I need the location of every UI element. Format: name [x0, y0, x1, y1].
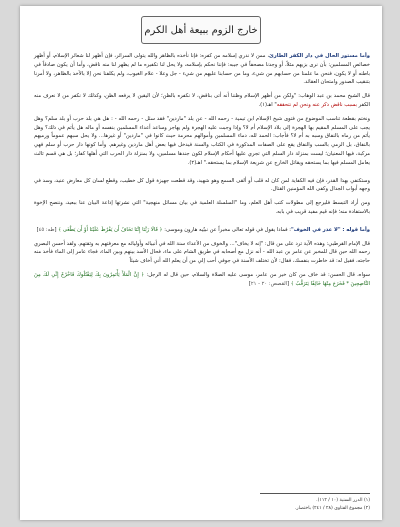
page-header	[20, 16, 382, 46]
footnote: (٢) مجموع الفتاوى (٢٨ / ٢٤١) باختصار.	[294, 505, 370, 511]
verse-reference: القصص: ٢٠ - ٢١	[250, 280, 288, 287]
verse-reference: طه: ٤٥	[38, 226, 55, 233]
paragraph	[34, 52, 370, 87]
highlighted-text: بسبب ناقض ذكر عنه ونحن لم نتحققه	[276, 101, 357, 108]
header-banner	[141, 16, 261, 44]
paragraph-text: سواه، قال الحسن: قد خاف من كان خير من عامر، موسى عليه الصلاة والسلام، حين قال له الرجل:	[144, 271, 370, 278]
paragraph: وأما قوله : "لا عذر في الخوف": فماذا يقول في قوله تعالى مخبراً عن نبيّيه هارون وموسى: ﴿ قَالَا رَبَّنَا إِنَّنَا نَخَافُ أَن يَفْرُطَ عَلَيْنَا أَوْ أَن يَطْغَى ﴾ [طه: ٤٥]	[36, 226, 370, 233]
paragraph-text: ، ممن لا ندري إسلامه من كفره: فإنا نأخذه بالظاهر والله يتولى السرائر، فإن أظهر لنا شعائر الإسلام، أو أظهر خصائص المسلمين: بأن نرى بزيهم مثلاً، أو وجدنا مصحفاً في جيبه: فإننا نحكم بإسلامه، ولا يحل لنا تكفيره ما لم يظهر لنا منه ناقض، وأما أن يكون صادقاً في باطنه أو لا يكون، فنحن ما علمنا من حسابهم من شيء، وما من حسابنا عليهم من شيء - جل وعلا - علام الغيوب، ولم يكلفنا نحن إلا بالأخذ بالظاهر، ولا أمرنا بتنقيب الصدور وامتحان العقائد.	[34, 53, 370, 86]
quote-text: قال الشيخ محمد بن عبد الوهاب: "ولكن من أظهر الإسلام وظننا أنه أتى بناقض، لا نكفره بالظن؛ لأن اليقين لا يرفعه الظن، وكذلك لا نكفر من لا نعرف منه الكفر	[34, 93, 370, 108]
header-banner-text: خارج الزوم ببيعة أهل الكرم	[144, 24, 258, 36]
footnotes	[34, 493, 370, 512]
document-page	[20, 6, 382, 520]
paragraph: ونختم بقطعة تناسب الموضوع من فتوى شيخ الإسلام ابن تيمية - رحمه الله - عن بلد "ماردين" فقد سئل - رحمه الله - : هل هي بلد حرب أو بلد سلم؟ وهل يجب على المسلم المقيم بها الهجرة إلى بلاد الإسلام أم لا؟ وإذا وجبت عليه الهجرة ولم يهاجر وساعد أعداء المسلمين بنفسه أو ماله هل يأثم في ذلك؟ وهل يأثم من رماه بالنفاق وسبه به أم لا؟ فأجاب: الحمد لله، دماء المسلمين وأموالهم محرمة حيث كانوا في "ماردين" أو غيرها... ولا يحل سبهم عموماً ورميهم بالنفاق، بل الرمي بالسب والنفاق يقع على الصفات المذكورة في الكتاب والسنة فيدخل فيها بعض أهل ماردين وغيرهم. وأما كونها دار حرب أو سلم فهي مركبة، فيها المعنيان؛ ليست بمنزلة دار السلم التي تجري عليها أحكام الإسلام لكون جندها مسلمين، ولا بمنزلة دار الحرب التي أهلها كفار؛ بل هي قسم ثالث يعامل المسلم فيها بما يستحقه ويقاتل الخارج عن شريعة الإسلام بما يستحقه." اهـ(٢).	[34, 115, 370, 166]
footnote-divider	[260, 493, 370, 494]
page-content	[34, 52, 370, 520]
paragraph-text: : فماذا يقول في قوله تعالى مخبراً عن نبيّيه هارون وموسى:	[162, 226, 291, 233]
quote-end: " اهـ(١).	[258, 101, 277, 108]
section-heading: وأما مستور الحال في دار الكفر الطارئ	[269, 53, 370, 59]
paragraph	[34, 92, 370, 110]
quran-verse: ﴿ قَالَا رَبَّنَا إِنَّنَا نَخَافُ أَن يَفْرُطَ عَلَيْنَا أَوْ أَن يَطْغَى ﴾	[58, 226, 163, 233]
paragraph: قال الإمام القرطبي: وهذه الآية ترد على من قال: "إنه لا يخاف"... والخوف من الأعداء سنة الله في أنبيائه وأوليائه مع معرفتهم به وثقتهم. ولقد أحسن البصري رحمه الله حين قال للمخبر عن عامر بن عبد الله - أنه نزل مع أصحابه في طريق الشام على ماء، فحال الأسد بينهم وبين الماء، فجاء عامر إلى الماء فأخذ منه حاجته، فقيل له: قد خاطرت بنفسك، فقال: لأن تختلف الأسنة في جوفي أحب إلي من أن يعلم الله أني أخاف شيئاً	[34, 240, 370, 265]
paragraph: سواه، قال الحسن: قد خاف من كان خير من عامر، موسى عليه الصلاة والسلام، حين قال له الرجل: ﴿ إِنَّ الْمَلَأَ يَأْتَمِرُونَ بِكَ لِيَقْتُلُوكَ فَاخْرُجْ إِنِّي لَكَ مِنَ النَّاصِحِينَ * فَخَرَجَ مِنْهَا خَائِفًا يَتَرَقَّبُ ﴾ [القصص: ٢٠ - ٢١]	[34, 271, 370, 287]
quran-verse: ﴿ إِنَّ الْمَلَأَ يَأْتَمِرُونَ بِكَ لِيَقْتُلُوكَ فَاخْرُجْ إِنِّي لَكَ مِنَ النَّاصِحِينَ * فَخَرَجَ مِنْهَا خَائِفًا يَتَرَقَّبُ ﴾	[34, 271, 370, 287]
footnote: (١) الدرر السنية (١٠ / ١١٢).	[316, 498, 370, 503]
paragraph: وستكتفي بهذا القدر، فإن فيه الكفاية لمن كان له قلب أو ألقى السمع وهو شهيد، وقد قطعت جهيزة قول كل خطيب، وقطع لسان كل معارض عنيد، وسد في وجهه أبواب الجدال وكفى الله المؤمنين القتال.	[34, 177, 370, 193]
section-heading: وأما قوله : "لا عذر في الخوف"	[291, 226, 370, 233]
paragraph: ومن أراد التبسط فليرجع إلى مطولات كتب أهل العلم، وما "السلسلة العلمية في بيان مسائل منهجية" التي نشرتها إذاعة البيان عنا ببعيد، وننصح الإخوة بالاستفادة منه؛ فإنه قيم مفيد قريب في بابه.	[34, 200, 370, 215]
